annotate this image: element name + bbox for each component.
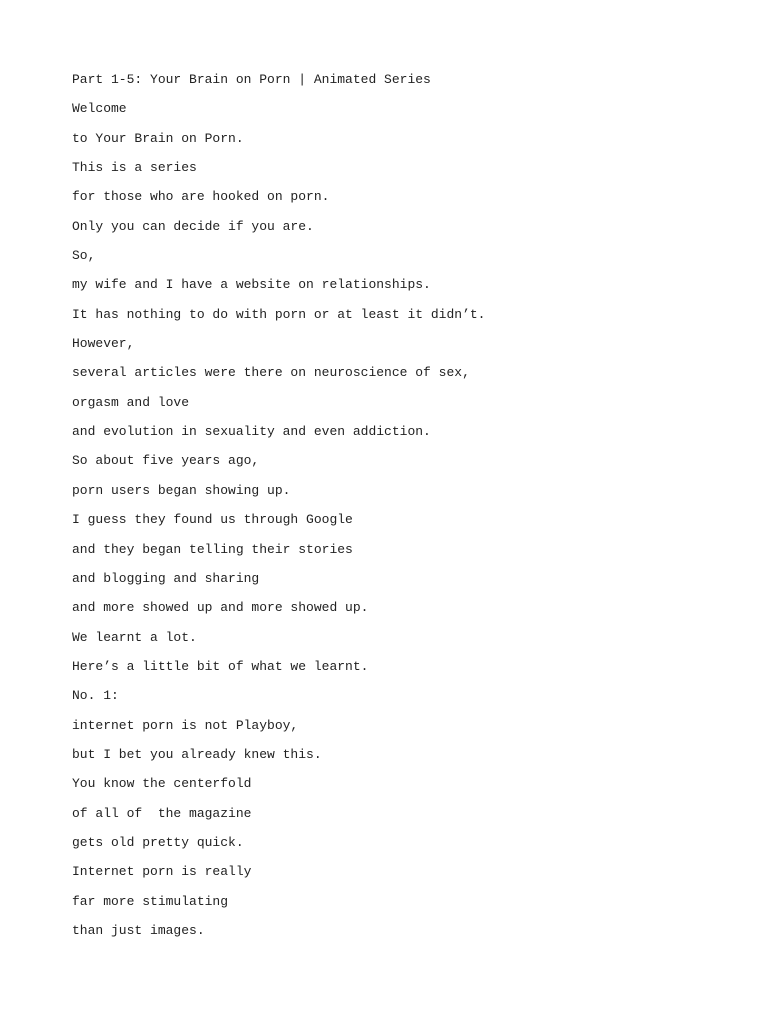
text-line: Internet porn is really (72, 864, 252, 880)
text-line: Here’s a little bit of what we learnt. (72, 658, 369, 674)
text-line: to Your Brain on Porn. (72, 130, 244, 146)
text-line: I guess they found us through Google (72, 512, 353, 528)
text-line: than just images. (72, 922, 205, 938)
text-line: We learnt a lot. (72, 629, 197, 645)
text-line: This is a series (72, 160, 197, 176)
text-line: So, (72, 248, 96, 264)
text-line: Only you can decide if you are. (72, 218, 314, 234)
text-line: of all of the magazine (72, 805, 252, 821)
text-line: and evolution in sexuality and even addiction. (72, 424, 431, 440)
text-line: for those who are hooked on porn. (72, 189, 330, 205)
text-line: However, (72, 336, 135, 352)
document-title: Part 1-5: Your Brain on Porn | Animated Series (72, 72, 431, 87)
text-line: several articles were there on neuroscience of sex, (72, 365, 470, 381)
text-line: So about five years ago, (72, 453, 260, 469)
transcript-text (72, 70, 732, 950)
text-line: internet porn is not Playboy, (72, 717, 299, 733)
text-line: It has nothing to do with porn or at least it didn’t. (72, 306, 486, 322)
text-line: porn users began showing up. (72, 482, 291, 498)
text-line: Welcome (72, 101, 127, 117)
text-line: You know the centerfold (72, 776, 252, 792)
text-line: No. 1: (72, 688, 119, 704)
text-line: and they began telling their stories (72, 541, 353, 557)
text-line: orgasm and love (72, 394, 190, 410)
text-line: far more stimulating (72, 893, 229, 909)
text-line: gets old pretty quick. (72, 834, 244, 850)
text-line: and blogging and sharing (72, 570, 260, 586)
text-line: my wife and I have a website on relationships. (72, 277, 431, 293)
text-line: but I bet you already knew this. (72, 746, 322, 762)
text-line: and more showed up and more showed up. (72, 600, 369, 616)
